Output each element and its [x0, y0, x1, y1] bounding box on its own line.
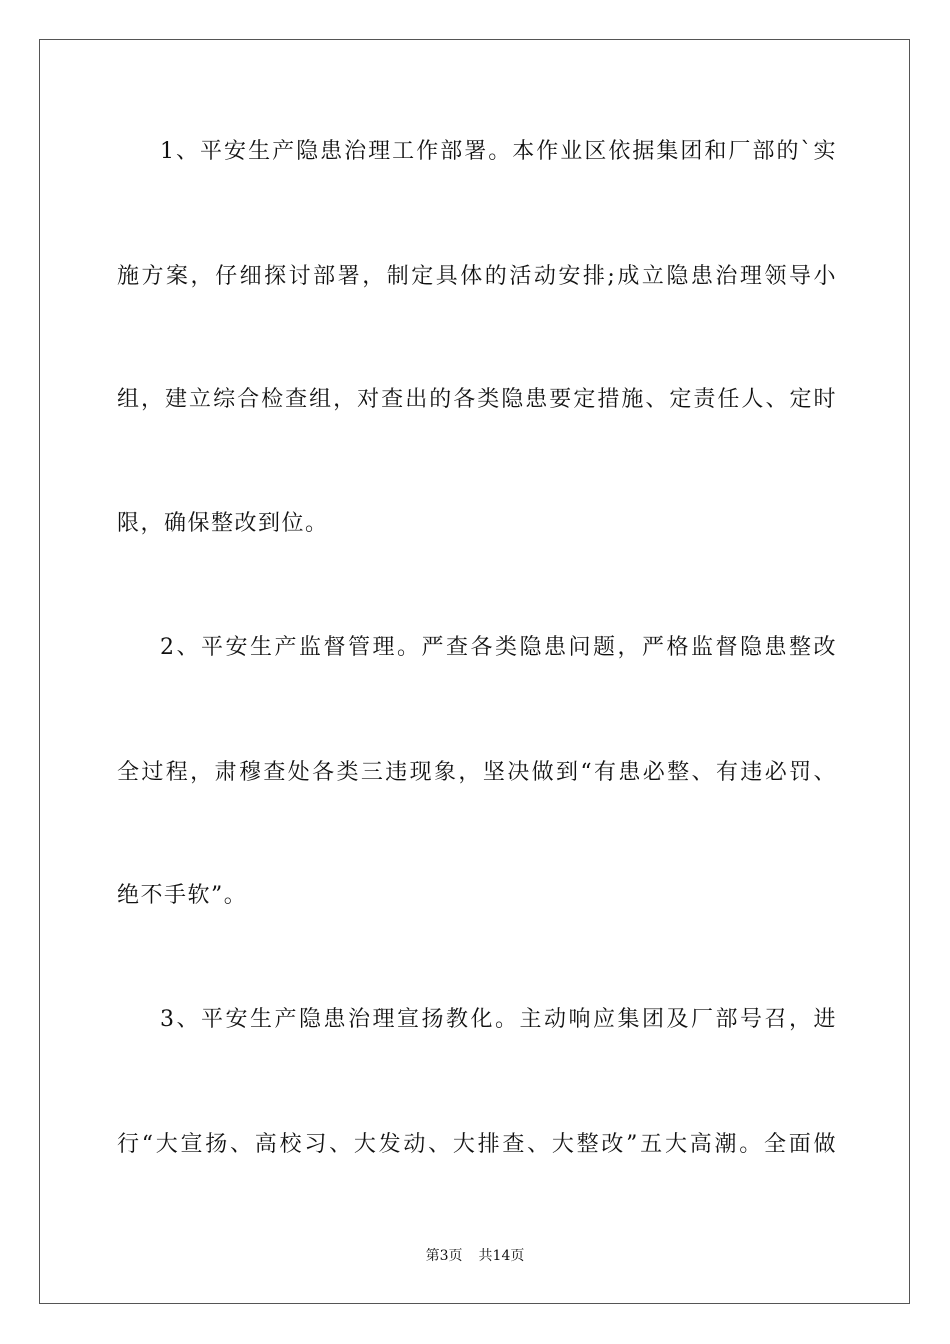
- paragraph-1-line-4: 限，确保整改到位。: [117, 511, 329, 536]
- paragraph-2-line-1: 2、平安生产监督管理。严查各类隐患问题，严格监督隐患整改: [160, 635, 837, 660]
- page-total: 共14页: [478, 1248, 525, 1264]
- paragraph-3-line-1: 3、平安生产隐患治理宣扬教化。主动响应集团及厂部号召，进: [160, 1007, 837, 1032]
- page-number: 第3页: [425, 1248, 463, 1264]
- paragraph-1-line-2: 施方案，仔细探讨部署，制定具体的活动安排;成立隐患治理领导小: [117, 264, 837, 289]
- paragraph-2-line-2: 全过程，肃穆查处各类三违现象，坚决做到“有患必整、有违必罚、: [117, 760, 837, 785]
- paragraph-3-line-2: 行“大宣扬、高校习、大发动、大排查、大整改”五大高潮。全面做: [117, 1132, 837, 1157]
- page-border: [39, 39, 910, 1304]
- page-footer: [0, 1245, 950, 1265]
- paragraph-1-line-1: 1、平安生产隐患治理工作部署。本作业区依据集团和厂部的`实: [160, 139, 837, 164]
- paragraph-2-line-3: 绝不手软”。: [117, 883, 248, 908]
- paragraph-1-line-3: 组，建立综合检查组，对查出的各类隐患要定措施、定责任人、定时: [117, 387, 837, 412]
